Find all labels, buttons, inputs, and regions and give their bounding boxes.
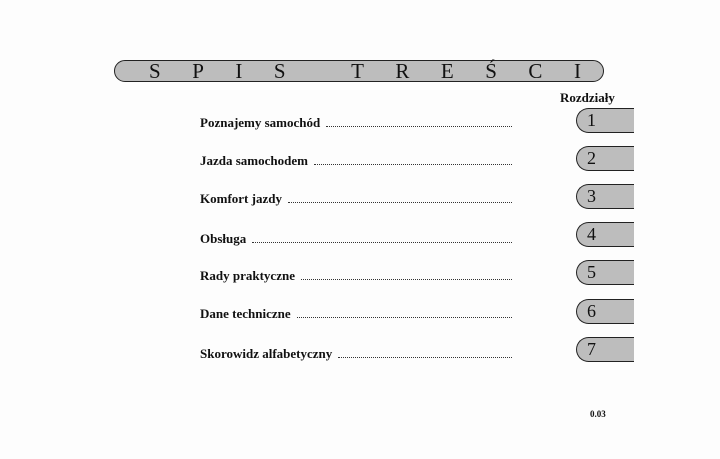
title-letter: R [395, 59, 410, 83]
title-letter: I [573, 59, 581, 83]
chapter-tab-1[interactable]: 1 [576, 108, 634, 133]
toc-entry-1[interactable] [200, 113, 512, 131]
title-letter: T [351, 59, 364, 83]
toc-entry-title: Dane techniczne [200, 306, 291, 321]
dot-leader [252, 242, 512, 243]
toc-entry-title: Rady praktyczne [200, 268, 295, 283]
toc-entry-5[interactable] [200, 266, 512, 284]
title-letter: Ś [485, 59, 497, 83]
chapter-tab-3[interactable]: 3 [576, 184, 634, 209]
title-letter: I [235, 59, 243, 83]
dot-leader [288, 202, 512, 203]
chapters-heading: Rozdziały [560, 90, 615, 105]
toc-entry-title: Skorowidz alfabetyczny [200, 346, 333, 361]
title-letter: S [149, 59, 161, 83]
chapter-tab-2[interactable]: 2 [576, 146, 634, 171]
chapter-tab-4[interactable]: 4 [576, 222, 634, 247]
toc-entry-title: Poznajemy samochód [200, 115, 321, 130]
toc-entry-2[interactable] [200, 151, 512, 169]
toc-entry-title: Obsługa [200, 231, 247, 246]
toc-entry-title: Komfort jazdy [200, 191, 282, 206]
chapter-tab-6[interactable]: 6 [576, 299, 634, 324]
dot-leader [301, 279, 512, 280]
chapter-tab-7[interactable]: 7 [576, 337, 634, 362]
dot-leader [297, 317, 512, 318]
title-letter: E [440, 59, 454, 83]
toc-entry-4[interactable] [200, 229, 512, 247]
title-letter: C [528, 59, 543, 83]
title-letter: S [273, 59, 286, 83]
toc-entry-3[interactable] [200, 189, 512, 207]
toc-entry-6[interactable] [200, 304, 512, 322]
chapter-tab-5[interactable]: 5 [576, 260, 634, 285]
contents-title-banner [114, 60, 604, 82]
dot-leader [326, 126, 512, 127]
toc-entry-title: Jazda samochodem [200, 153, 308, 168]
dot-leader [338, 357, 512, 358]
page-number: 0.03 [590, 409, 606, 419]
toc-entry-7[interactable] [200, 344, 512, 362]
title-letter: P [192, 59, 204, 83]
dot-leader [314, 164, 512, 165]
